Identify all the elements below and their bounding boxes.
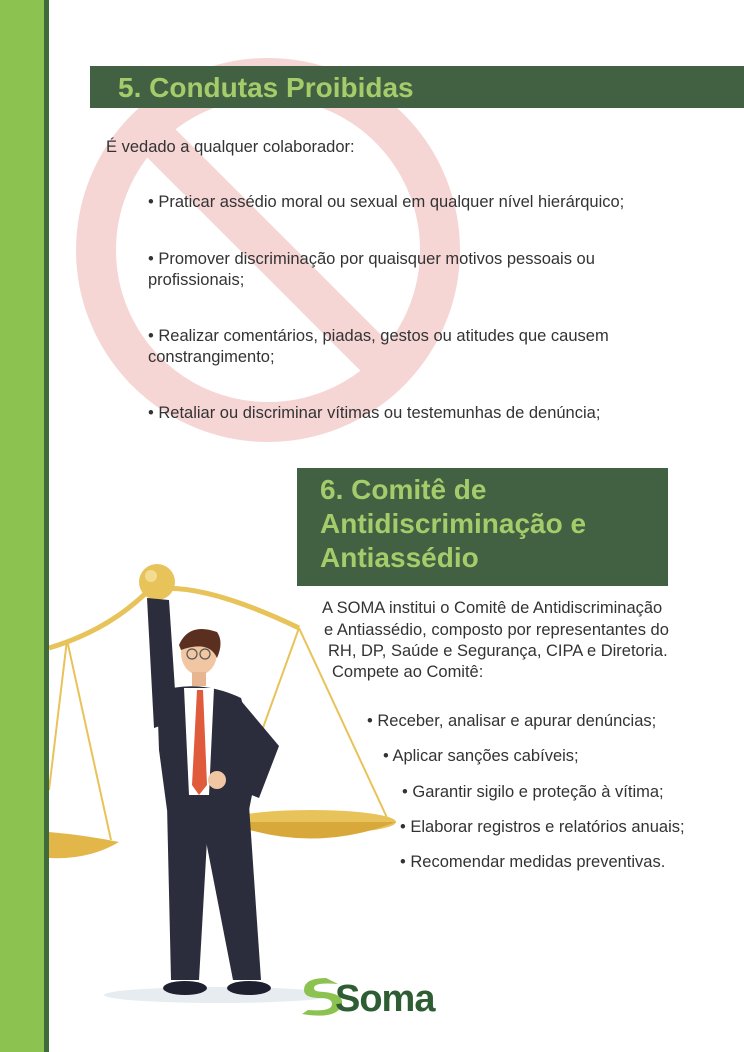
section-5-header	[90, 66, 744, 108]
section-6-title-line-3: Antiassédio	[320, 542, 479, 573]
section-6-item-5: • Recomendar medidas preventivas.	[400, 853, 666, 871]
section-5-item-4: • Retaliar ou discriminar vítimas ou testemunhas de denúncia;	[148, 404, 601, 422]
left-accent-bar	[0, 0, 44, 1052]
section-6-title-line-1: 6. Comitê de	[320, 474, 487, 505]
section-6-paragraph-line-4: Compete ao Comitê:	[332, 663, 484, 681]
section-6-paragraph-line-3: RH, DP, Saúde e Segurança, CIPA e Diretoria.	[328, 642, 668, 660]
section-5-intro: É vedado a qualquer colaborador:	[106, 138, 355, 156]
section-6-item-2: • Aplicar sanções cabíveis;	[383, 747, 579, 765]
section-6-item-1: • Receber, analisar e apurar denúncias;	[367, 712, 657, 730]
section-5-item-2-line-1: • Promover discriminação por quaisquer motivos pessoais ou	[148, 250, 595, 268]
section-6-item-3: • Garantir sigilo e proteção à vítima;	[402, 783, 664, 801]
section-5-item-3-line-1: • Realizar comentários, piadas, gestos ou atitudes que causem	[148, 327, 609, 345]
section-6-title-line-2: Antidiscriminação e	[320, 508, 587, 539]
soma-logo-text: Soma	[335, 978, 435, 1020]
section-5-item-3-line-2: constrangimento;	[148, 348, 275, 366]
section-6-paragraph-line-1: A SOMA institui o Comitê de Antidiscriminação	[322, 599, 663, 617]
section-5-item-1: • Praticar assédio moral ou sexual em qualquer nível hierárquico;	[148, 193, 625, 211]
section-6-paragraph-line-2: e Antiassédio, composto por representantes do	[324, 621, 669, 639]
section-5-item-2-line-2: profissionais;	[148, 271, 245, 289]
section-6-item-4: • Elaborar registros e relatórios anuais;	[400, 818, 685, 836]
section-5-title: 5. Condutas Proibidas	[118, 72, 414, 103]
